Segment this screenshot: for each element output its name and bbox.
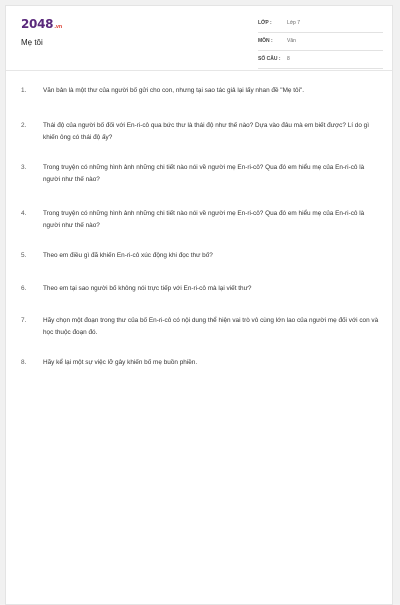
question-text: Thái độ của người bố đối với En-ri-cô qua bức thư là thái độ như thế nào? Dựa vào đâu mà em biết được? Lí do gì khiến ông có thái độ ấy? bbox=[43, 122, 370, 141]
question-number: 8. bbox=[21, 359, 27, 366]
meta-row-class bbox=[258, 17, 383, 33]
question-item bbox=[21, 283, 381, 315]
meta-value: Văn bbox=[287, 38, 296, 44]
question-number: 2. bbox=[21, 122, 27, 129]
question-number: 5. bbox=[21, 252, 27, 259]
logo-tld: .vn bbox=[54, 24, 63, 30]
question-list bbox=[21, 85, 381, 377]
question-text: Hãy chọn một đoạn trong thư của bố En-ri-cô có nội dung thể hiện vai trò vô cùng lớn lao của người mẹ đối với con và học thuộc đoạn đó. bbox=[43, 317, 379, 336]
question-text: Trong truyện có những hình ảnh những chi tiết nào nói về người mẹ En-ri-cô? Qua đó em hiểu mẹ của En-ri-cô là người như thế nào? bbox=[43, 164, 365, 183]
question-item bbox=[21, 250, 381, 283]
meta-value: 8 bbox=[287, 56, 290, 62]
question-number: 6. bbox=[21, 285, 27, 292]
question-text: Hãy kể lại một sự việc lỡ gây khiến bố mẹ buồn phiền. bbox=[43, 359, 198, 366]
question-text: Theo em tại sao người bố không nói trực tiếp với En-ri-cô mà lại viết thư? bbox=[43, 285, 252, 292]
page-title: Mẹ tôi bbox=[21, 38, 43, 47]
meta-row-question-count bbox=[258, 53, 383, 69]
question-item bbox=[21, 357, 381, 377]
site-logo[interactable] bbox=[21, 17, 62, 31]
worksheet-header bbox=[6, 6, 392, 71]
meta-label: SỐ CÂU : bbox=[258, 56, 281, 62]
meta-value: Lớp 7 bbox=[287, 20, 301, 26]
question-text: Theo em điều gì đã khiến En-ri-cô xúc động khi đọc thư bố? bbox=[43, 252, 213, 259]
meta-row-subject bbox=[258, 35, 383, 51]
question-number: 1. bbox=[21, 87, 27, 94]
question-number: 3. bbox=[21, 164, 27, 171]
question-item bbox=[21, 162, 381, 208]
question-item bbox=[21, 315, 381, 357]
question-item bbox=[21, 120, 381, 162]
meta-info bbox=[258, 17, 383, 71]
question-item bbox=[21, 85, 381, 120]
question-text: Trong truyện có những hình ảnh những chi tiết nào nói về người mẹ En-ri-cô? Qua đó em hiểu mẹ của En-ri-cô là người như thế nào? bbox=[43, 210, 365, 229]
question-item bbox=[21, 208, 381, 250]
question-number: 7. bbox=[21, 317, 27, 324]
question-text: Văn bản là một thư của người bố gửi cho con, nhưng tại sao tác giả lại lấy nhan đề "Mẹ tôi". bbox=[43, 87, 305, 94]
question-number: 4. bbox=[21, 210, 27, 217]
meta-label: MÔN : bbox=[258, 38, 273, 44]
meta-label: LỚP : bbox=[258, 20, 272, 26]
logo-name: 2048 bbox=[21, 17, 54, 31]
worksheet bbox=[5, 5, 393, 605]
